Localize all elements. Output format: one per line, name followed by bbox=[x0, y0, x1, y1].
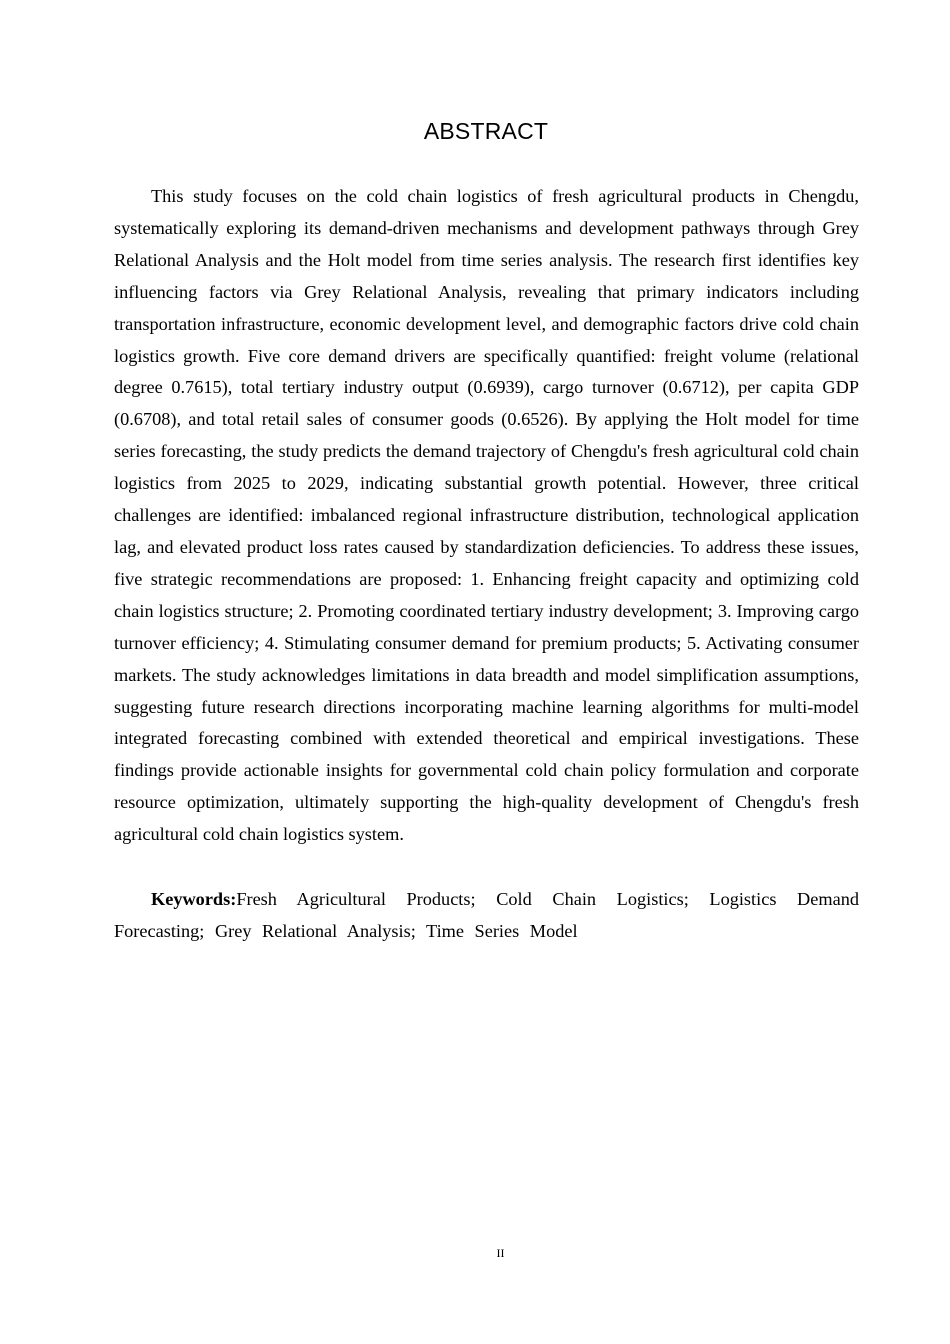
keywords-paragraph bbox=[114, 883, 859, 947]
keywords-list: Fresh Agricultural Products; Cold Chain Logistics; Logistics Demand Forecasting; Grey Relational Analysis; Time Series Model bbox=[114, 889, 859, 941]
abstract-heading: ABSTRACT bbox=[423, 118, 549, 144]
page-number: II bbox=[496, 1246, 505, 1260]
keywords-label: Keywords: bbox=[151, 889, 237, 909]
abstract-paragraph: This study focuses on the cold chain logistics of fresh agricultural products in Chengdu, systematically exploring its demand-driven mechanisms and development pathways through Grey Relational Analysis and the Holt model from time series analysis. The research first identifies key influencing factors via Grey Relational Analysis, revealing that primary indicators including transportation infrastructure, economic development level, and demographic factors drive cold chain logistics growth. Five core demand drivers are specifically quantified: freight volume (relational degree 0.7615), total tertiary industry output (0.6939), cargo turnover (0.6712), per capita GDP (0.6708), and total retail sales of consumer goods (0.6526). By applying the Holt model for time series forecasting, the study predicts the demand trajectory of Chengdu's fresh agricultural cold chain logistics from 2025 to 2029, indicating substantial growth potential. However, three critical challenges are identified: imbalanced regional infrastructure distribution, technological application lag, and elevated product loss rates caused by standardization deficiencies. To address these issues, five strategic recommendations are proposed: 1. Enhancing freight capacity and optimizing cold chain logistics structure; 2. Promoting coordinated tertiary industry development; 3. Improving cargo turnover efficiency; 4. Stimulating consumer demand for premium products; 5. Activating consumer markets. The study acknowledges limitations in data breadth and model simplification assumptions, suggesting future research directions incorporating machine learning algorithms for multi-model integrated forecasting combined with extended theoretical and empirical investigations. These findings provide actionable insights for governmental cold chain policy formulation and corporate resource optimization, ultimately supporting the high-quality development of Chengdu's fresh agricultural cold chain logistics system. bbox=[114, 186, 859, 845]
